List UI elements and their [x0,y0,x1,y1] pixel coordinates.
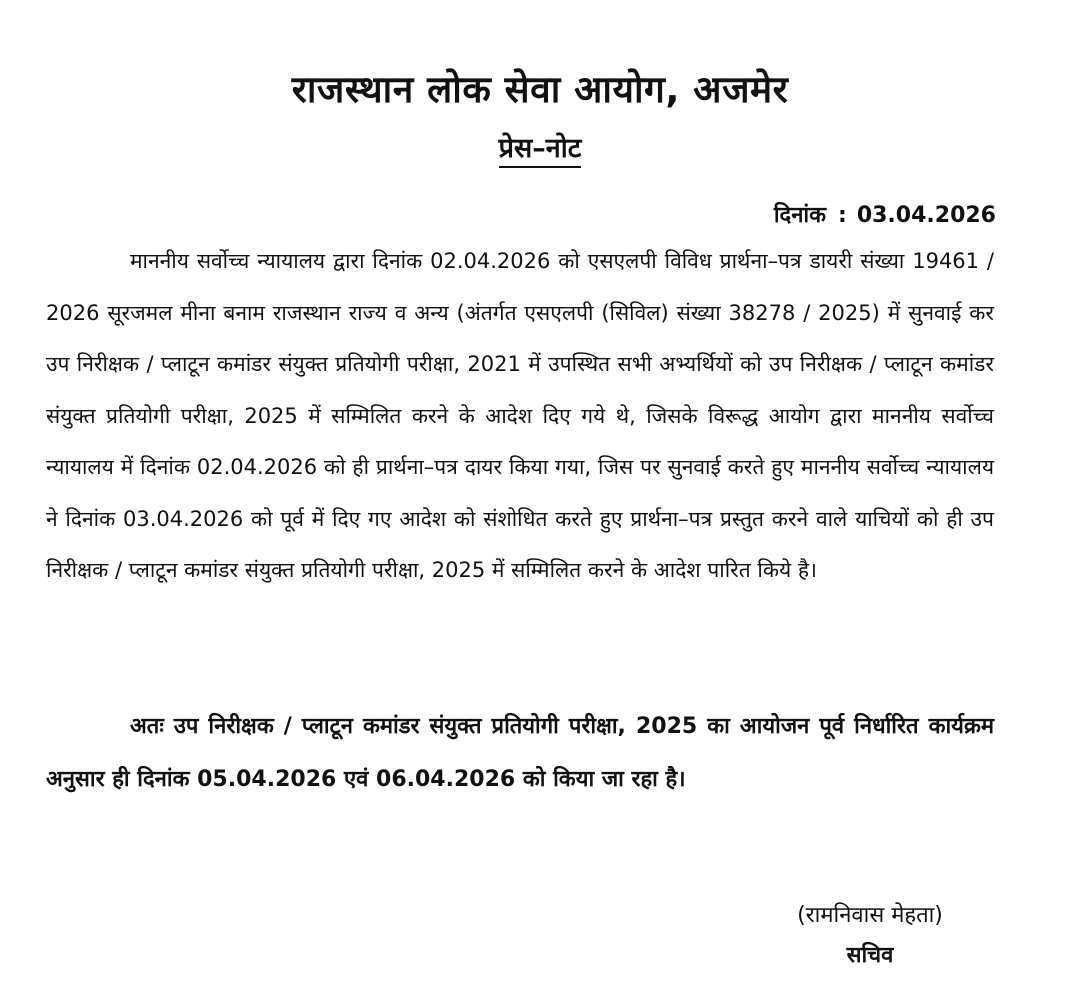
date-separator: : [838,203,847,228]
subtitle-container [0,133,1080,168]
date-label: दिनांक [773,203,826,228]
signatory-name: (रामनिवास मेहता) [797,903,943,928]
body-paragraph-1 [46,236,994,597]
page-title: राजस्थान लोक सेवा आयोग, अजमेर [291,68,789,111]
signatory-designation: सचिव [846,943,894,968]
paragraph-1-text: माननीय सर्वोच्च न्यायालय द्वारा दिनांक 02.04.2026 को एसएलपी विविध प्रार्थना–पत्र डायरी संख्या 19461 / 2026 सूरजमल मीना बनाम राजस्थान राज्य व अन्य (अंतर्गत एसएलपी (सिविल) संख्या 38278 / 2025) में सुनवाई कर उप निरीक्षक / प्लाटून कमांडर संयुक्त प्रतियोगी परीक्षा, 2021 में उपस्थित सभी अभ्यर्थियों को उप निरीक्षक / प्लाटून कमांडर संयुक्त प्रतियोगी परीक्षा, 2025 में सम्मिलित करने के आदेश दिए गये थे, जिसके विरूद्ध आयोग द्वारा माननीय सर्वोच्च न्यायालय में दिनांक 02.04.2026 को ही प्रार्थना–पत्र दायर किया गया, जिस पर सुनवाई करते हुए माननीय सर्वोच्च न्यायालय ने दिनांक 03.04.2026 को पूर्व में दिए गए आदेश को संशोधित करते हुए प्रार्थना–पत्र प्रस्तुत करने वाले याचियों को ही उप निरीक्षक / प्लाटून कमांडर संयुक्त प्रतियोगी परीक्षा, 2025 में सम्मिलित करने के आदेश पारित किये है। [46,249,995,582]
date-value: 03.04.2026 [856,203,996,228]
page-subtitle: प्रेस–नोट [499,133,582,168]
dateline [774,199,996,229]
body-paragraph-2 [46,700,994,806]
paragraph-2-text: अतः उप निरीक्षक / प्लाटून कमांडर संयुक्त प्रतियोगी परीक्षा, 2025 का आयोजन पूर्व निर्धारित कार्यक्रम अनुसार ही दिनांक 05.04.2026 एवं 06.04.2026 को किया जा रहा है। [46,714,994,792]
signature-block [760,896,980,976]
